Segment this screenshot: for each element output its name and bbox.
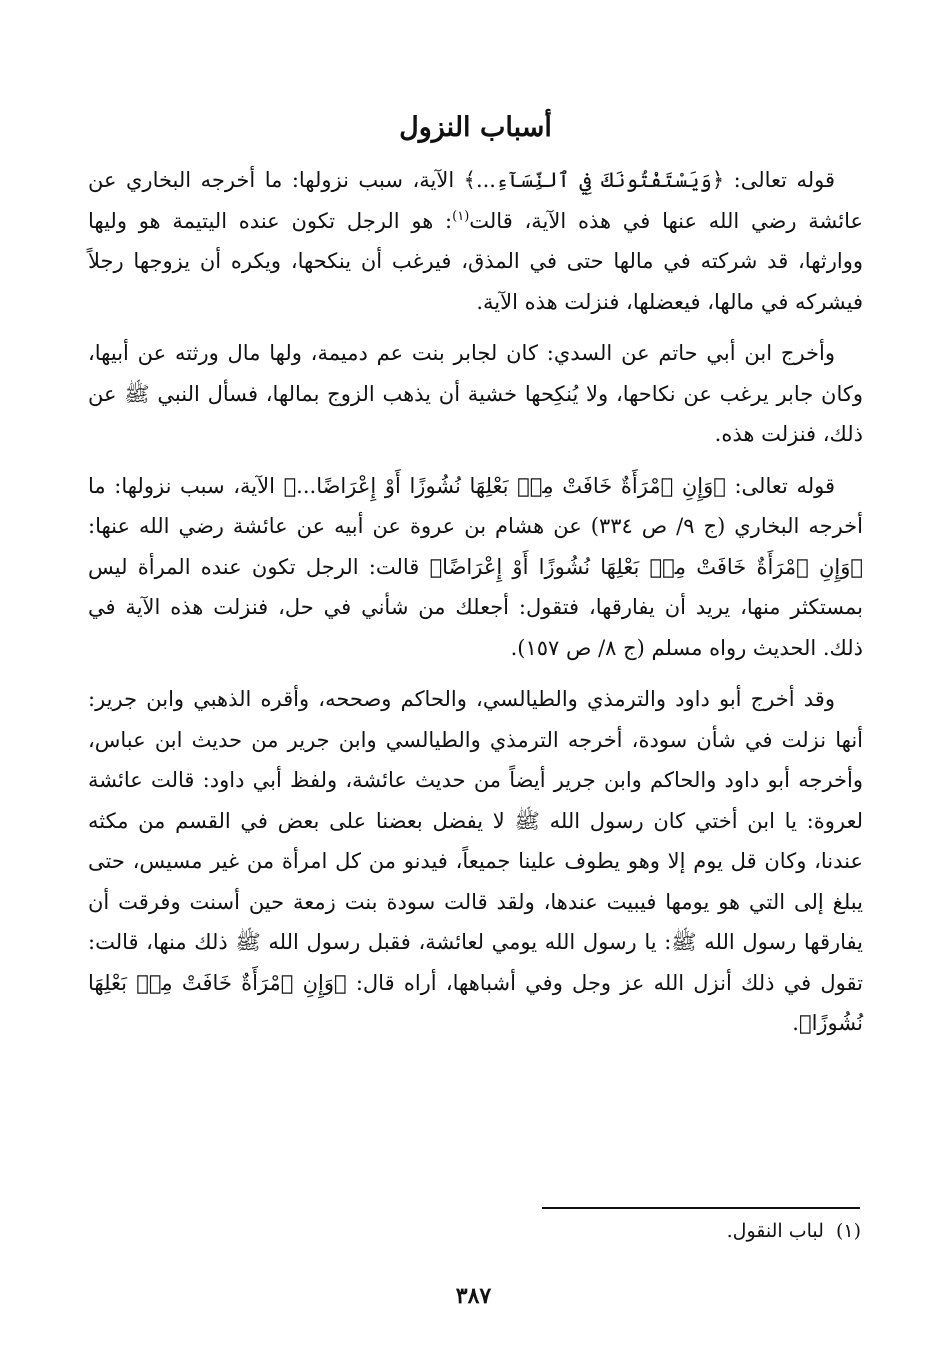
paragraph-1-before: قوله تعالى:	[724, 168, 835, 192]
paragraph-3	[88, 466, 863, 669]
footnote-reference[interactable]: (١)	[452, 208, 470, 224]
page-body	[88, 108, 863, 1055]
paragraph-1	[88, 160, 863, 322]
paragraph-4	[88, 679, 863, 1044]
footnote-number: (١)	[835, 1220, 861, 1242]
verse-quote: ﴿وَإِنِ ٱمْرَأَةٌ خَافَتْ مِنۢ بَعْلِهَا نُشُوزًا﴾	[88, 970, 863, 1035]
footnote	[361, 1216, 861, 1246]
verse-quote: ﴿وَإِنِ ٱمْرَأَةٌ خَافَتْ مِنۢ بَعْلِهَا نُشُوزًا أَوْ إِعْرَاضًا...﴾	[283, 473, 726, 498]
page-number: ٣٨٧	[455, 1283, 492, 1309]
verse-quote: ﴿وَيَسْتَفْتُونَكَ فِي ٱلنِّسَآءِ...﴾	[463, 168, 725, 192]
footnote-text: لباب النقول.	[726, 1220, 824, 1242]
page-title: أسباب النزول	[399, 112, 552, 143]
paragraph-4-after: .	[792, 1011, 799, 1035]
paragraph-4-before: وقد أخرج أبو داود والترمذي والطيالسي، والحاكم وصححه، وأقره الذهبي وابن جرير: أنها نزلت في شأن سودة، أخرجه الترمذي والطيالسي وابن جرير من حديث ابن عباس، وأخرجه أبو داود والحاكم وابن جرير أيضاً من حديث عائشة، ولفظ أبي داود: قالت عائشة لعروة: يا ابن أختي كان رسول الله ﷺ لا يفضل بعضنا على بعض في القسم من مكثه عندنا، وكان قل يوم إلا وهو يطوف علينا جميعاً، فيدنو من كل امرأة من غير مسيس، حتى يبلغ إلى التي هو يومها فيبيت عندها، ولقد قالت سودة بنت زمعة حين أسنت وفرقت أن يفارقها رسول الله ﷺ: يا رسول الله يومي لعائشة، فقبل رسول الله ﷺ ذلك منها، قالت: تقول في ذلك أنزل الله عز وجل وفي أشباهها، أراه قال:	[88, 687, 863, 995]
footnote-divider	[542, 1207, 860, 1209]
paragraph-3-after: قالت: الرجل تكون عنده المرأة ليس بمستكثر منها، يريد أن يفارقها، فتقول: أجعلك من شأني في حل، فنزلت هذه الآية في ذلك. الحديث رواه مسلم (ج ٨/ ص ١٥٧).	[88, 554, 863, 660]
paragraph-3-middle: الآية، سبب نزولها: ما أخرجه البخاري (ج ٩/ ص ٣٣٤) عن هشام بن عروة عن أبيه عن عائشة رضي الله عنها:	[88, 473, 863, 538]
paragraph-1-rest: : هو الرجل تكون عنده اليتيمة هو وليها ووارثها، قد شركته في مالها حتى في المذق، فيرغب أن ينكحها، ويكره أن يزوجها رجلاً فيشركه في مالها، فيعضلها، فنزلت هذه الآية.	[88, 208, 863, 314]
verse-quote-repeat: ﴿وَإِنِ ٱمْرَأَةٌ خَافَتْ مِنۢ بَعْلِهَا نُشُوزًا أَوْ إِعْرَاضًا﴾	[429, 554, 864, 579]
paragraph-2-text: وأخرج ابن أبي حاتم عن السدي: كان لجابر بنت عم دميمة، ولها مال ورثته عن أبيها، وكان جابر يرغب عن نكاحها، ولا يُنكِحها خشية أن يذهب الزوج بمالها، فسأل النبي ﷺ عن ذلك، فنزلت هذه.	[88, 341, 863, 446]
paragraph-2	[88, 333, 863, 455]
paragraph-1-after: الآية، سبب نزولها: ما أخرجه البخاري عن عائشة رضي الله عنها في هذه الآية، قالت	[88, 168, 863, 233]
paragraph-3-before: قوله تعالى:	[725, 473, 836, 498]
